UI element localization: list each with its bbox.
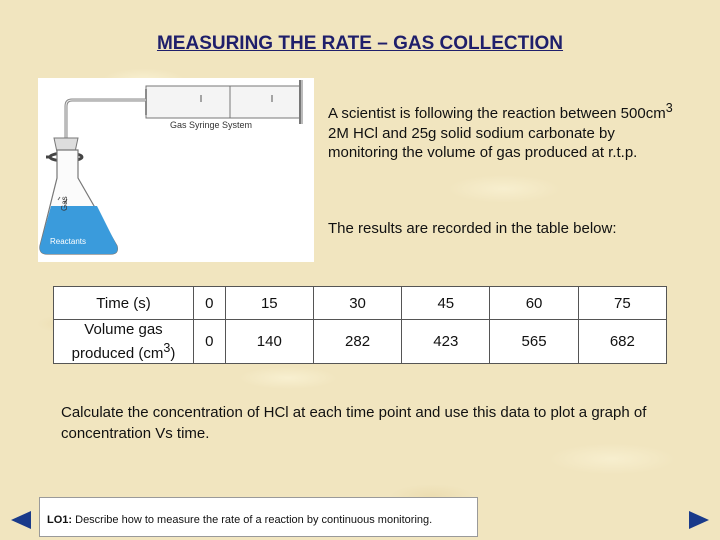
table-cell: 45 — [402, 287, 490, 320]
objective-code: LO1: — [47, 514, 73, 526]
table-cell: 0 — [194, 287, 226, 320]
table-cell: 75 — [578, 287, 666, 320]
table-cell: 0 — [194, 320, 226, 364]
table-cell: 30 — [313, 287, 401, 320]
triangle-right-icon[interactable] — [688, 510, 710, 530]
objective-text: Describe how to measure the rate of a reaction by continuous monitoring. — [72, 514, 433, 526]
learning-objective — [39, 497, 478, 537]
table-row — [54, 320, 667, 364]
results-text: The results are recorded in the table below: — [328, 220, 617, 237]
task-text: Calculate the concentration of HCl at each time point and use this data to plot a graph of concentration Vs time. — [61, 404, 647, 442]
table-cell: 565 — [490, 320, 578, 364]
syringe-label: Gas Syringe System — [170, 120, 253, 130]
page-title: MEASURING THE RATE – GAS COLLECTION — [156, 33, 564, 54]
table-cell: 282 — [313, 320, 401, 364]
table-cell: 423 — [402, 320, 490, 364]
table-row — [54, 287, 667, 320]
results-table — [53, 286, 667, 364]
gas-syringe-diagram — [38, 78, 314, 262]
table-cell: 60 — [490, 287, 578, 320]
table-cell: 140 — [225, 320, 313, 364]
table-cell: 682 — [578, 320, 666, 364]
reactants-label: Reactants — [50, 237, 87, 246]
intro-text: A scientist is following the reaction between $500cm^3$ 2M HCl and 25g solid sodium carbonate by monitoring the volume of gas produced at r.t.p. — [328, 101, 673, 161]
gas-label: Gas — [60, 196, 69, 211]
triangle-left-icon[interactable] — [10, 510, 32, 530]
volume-header: Volume gas produced $(cm^3)$ — [54, 320, 194, 364]
time-header: Time (s) — [54, 287, 194, 320]
table-cell: 15 — [225, 287, 313, 320]
